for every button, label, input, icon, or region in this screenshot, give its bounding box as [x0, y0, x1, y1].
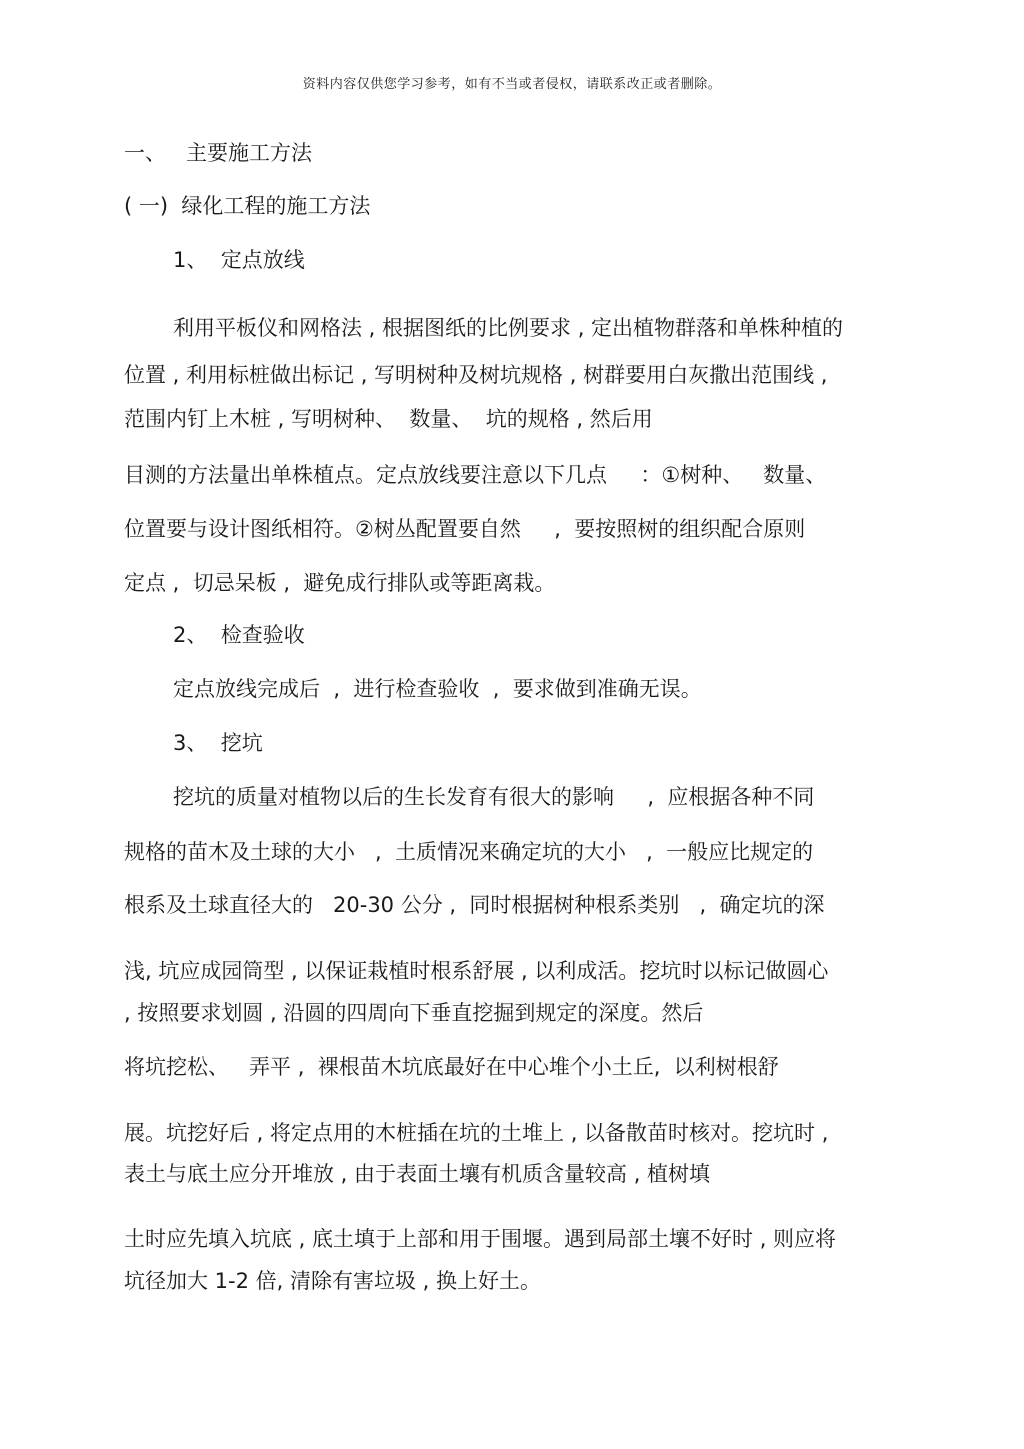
step-heading-1: 1、 定点放线	[173, 248, 305, 272]
body-line: 位置要与设计图纸相符。②树丛配置要自然 , 要按照树的组织配合原则	[124, 517, 806, 541]
body-line: 规格的苗木及土球的大小 , 土质情况来确定坑的大小 , 一般应比规定的	[124, 840, 814, 864]
body-line: 展。坑挖好后 , 将定点用的木桩插在坑的土堆上 , 以备散苗时核对。挖坑时 ,	[124, 1121, 829, 1145]
body-line: 浅, 坑应成园筒型 , 以保证栽植时根系舒展 , 以利成活。挖坑时以标记做圆心	[124, 959, 829, 983]
body-line: 范围内钉上木桩 , 写明树种、 数量、 坑的规格 , 然后用	[124, 407, 653, 431]
subsection-heading: ( 一) 绿化工程的施工方法	[124, 194, 371, 218]
body-line: 挖坑的质量对植物以后的生长发育有很大的影响 , 应根据各种不同	[173, 785, 815, 809]
header-disclaimer: 资料内容仅供您学习参考，如有不当或者侵权，请联系改正或者删除。	[302, 77, 722, 92]
body-line: , 按照要求划圆 , 沿圆的四周向下垂直挖掘到规定的深度。然后	[124, 1001, 704, 1025]
section-heading: 一、 主要施工方法	[124, 141, 313, 165]
step-heading-3: 3、 挖坑	[173, 731, 263, 755]
step-heading-2: 2、 检查验收	[173, 623, 305, 647]
body-line: 定点放线完成后 , 进行检查验收 , 要求做到准确无误。	[173, 677, 702, 701]
body-line: 根系及土球直径大的 20-30 公分 , 同时根据树种根系类别 , 确定坑的深	[124, 893, 825, 917]
body-line: 表土与底土应分开堆放 , 由于表面土壤有机质含量较高 , 植树填	[124, 1162, 711, 1186]
body-line: 利用平板仪和网格法 , 根据图纸的比例要求 , 定出植物群落和单株种植的	[173, 316, 844, 340]
body-line: 坑径加大 1-2 倍, 清除有害垃圾 , 换上好土。	[124, 1269, 542, 1293]
body-line: 土时应先填入坑底 , 底土填于上部和用于围堰。遇到局部土壤不好时 , 则应将	[124, 1227, 837, 1251]
body-line: 定点 , 切忌呆板 , 避免成行排队或等距离栽。	[124, 571, 556, 595]
body-line: 位置 , 利用标桩做出标记 , 写明树种及树坑规格 , 树群要用白灰撒出范围线 ,	[124, 363, 828, 387]
body-line: 目测的方法量出单株植点。定点放线要注意以下几点 ：①树种、 数量、	[124, 463, 827, 487]
body-line: 将坑挖松、 弄平 , 裸根苗木坑底最好在中心堆个小土丘, 以利树根舒	[124, 1055, 779, 1079]
